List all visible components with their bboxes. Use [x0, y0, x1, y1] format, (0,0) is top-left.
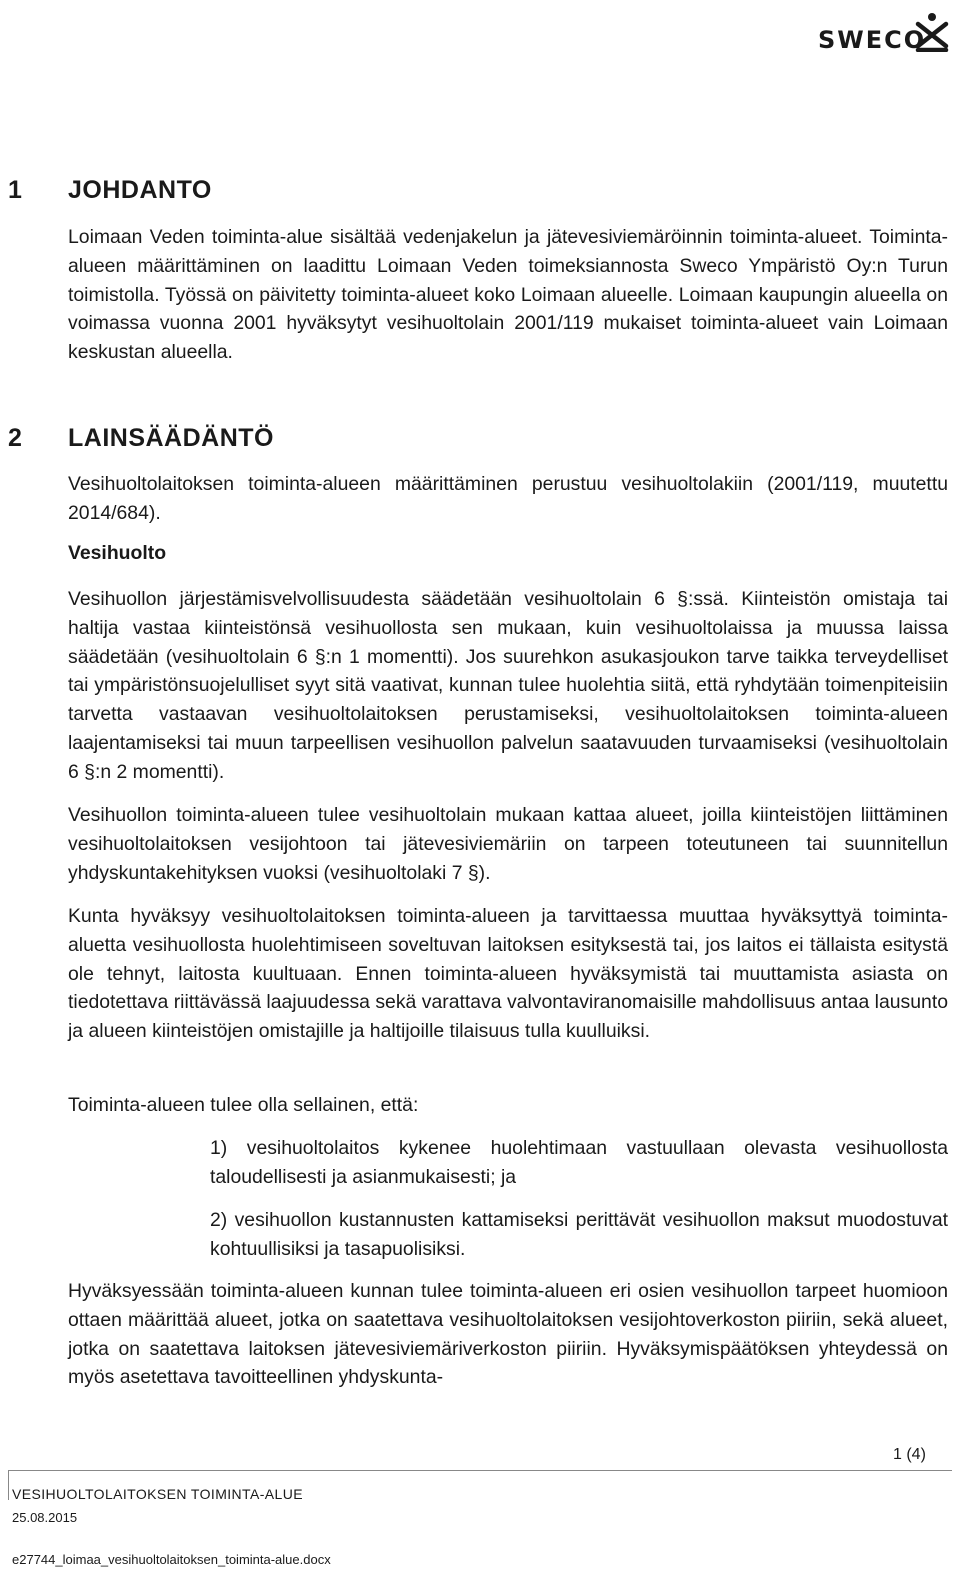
paragraph: Vesihuoltolaitoksen toiminta-alueen määrittäminen perustuu vesihuoltolakiin (2001/119, muutettu 2014/684). [68, 473, 948, 524]
sweco-logo [818, 12, 952, 52]
footer-divider [8, 1470, 952, 1471]
footer-divider-vertical [8, 1470, 9, 1500]
page-number: 1 (4) [893, 1446, 926, 1463]
section-number: 2 [8, 424, 23, 452]
paragraph: Vesihuollon toiminta-alueen tulee vesihuoltolain mukaan kattaa alueet, joilla kiinteistöjen liittäminen vesihuoltolaitoksen vesijohtoon tai jätevesiviemäriin on tarpeen toteutuneen tai suunnitellun yhdyskuntakehityksen vuoksi (vesihuoltolaki 7 §). [68, 804, 948, 884]
section-1-heading [8, 176, 212, 205]
section-2-heading [8, 424, 274, 453]
section-title: LAINSÄÄDÄNTÖ [68, 424, 274, 452]
logo-text: SWECO [818, 26, 927, 54]
footer-date: 25.08.2015 [12, 1510, 78, 1525]
paragraph: Vesihuollon järjestämisvelvollisuudesta säädetään vesihuoltolain 6 §:ssä. Kiinteistön omistaja tai haltija vastaa kiinteistönsä vesihuollosta sen mukaan, kuin vesihuoltolaissa ja muussa laissa säädetään (vesihuoltolain 6 §:n 1 momentti). Jos suurehkon asukasjoukon tarve taikka terveydelliset tai ympäristönsuojelulliset syyt sitä vaativat, kunnan tulee huolehtia siitä, että ryhdytään toimenpiteisiin tarvetta vastaavan vesihuoltolaitoksen perustamiseksi, vesihuoltolaitoksen toiminta-alueen laajentamiseksi tai muun tarpeellisen vesihuollon palvelun saatavuuden turvaamiseksi (vesihuoltolain 6 §:n 2 momentti). [68, 588, 948, 783]
section-number: 1 [8, 176, 23, 204]
list-item: 2) vesihuollon kustannusten kattamiseksi perittävät vesihuollon maksut muodostuvat kohtuullisiksi ja tasapuolisiksi. [210, 1209, 948, 1260]
paragraph: Kunta hyväksyy vesihuoltolaitoksen toiminta-alueen ja tarvittaessa muuttaa hyväksyttyä toiminta-aluetta vesihuollosta huolehtimiseen soveltuvan laitoksen esityksestä tai, jos laitos ei tällaista esitystä ole tehnyt, laitosta kuultuaan. Ennen toiminta-alueen hyväksymistä tai muuttamista asiasta on tiedotettava riittävässä laajuudessa sekä varattava valvontaviranomaisille mahdollisuus antaa lausunto ja alueen kiinteistöjen omistajille ja haltijoille tilaisuus tulla kuulluiksi. [68, 905, 948, 1043]
footer-filename: e27744_loimaa_vesihuoltolaitoksen_toiminta-alue.docx [12, 1552, 331, 1567]
footer-title: VESIHUOLTOLAITOKSEN TOIMINTA-ALUE [12, 1486, 303, 1502]
list-item: 1) vesihuoltolaitos kykenee huolehtimaan vastuullaan olevasta vesihuollosta taloudellisesti ja asianmukaisesti; ja [210, 1137, 948, 1188]
subheading: Vesihuolto [68, 542, 167, 564]
paragraph: Loimaan Veden toiminta-alue sisältää vedenjakelun ja jätevesiviemäröinnin toiminta-alueet. Toiminta-alueen määrittäminen on laadittu Loimaan Veden toimeksiannosta Sweco Ympäristö Oy:n Turun toimistolla. Työssä on päivitetty toiminta-alueet koko Loimaan alueelle. Loimaan kaupungin alueella on voimassa vuonna 2001 hyväksytyt vesihuoltolain 2001/119 mukaiset toiminta-alueet vain Loimaan keskustan alueella. [68, 226, 948, 364]
sweco-mark-icon [912, 12, 952, 52]
section-title: JOHDANTO [68, 176, 212, 204]
paragraph: Toiminta-alueen tulee olla sellainen, että: [68, 1094, 419, 1116]
paragraph: Hyväksyessään toiminta-alueen kunnan tulee toiminta-alueen eri osien vesihuollon tarpeet huomioon ottaen määrittää alueet, jotka on saatettava vesihuoltolaitoksen vesijohtoverkoston piiriin, sekä alueet, jotka on saatettava laitoksen jätevesiviemäriverkoston piiriin. Hyväksymispäätöksen yhteydessä on myös asetettava tavoitteellinen yhdyskunta- [68, 1280, 948, 1389]
